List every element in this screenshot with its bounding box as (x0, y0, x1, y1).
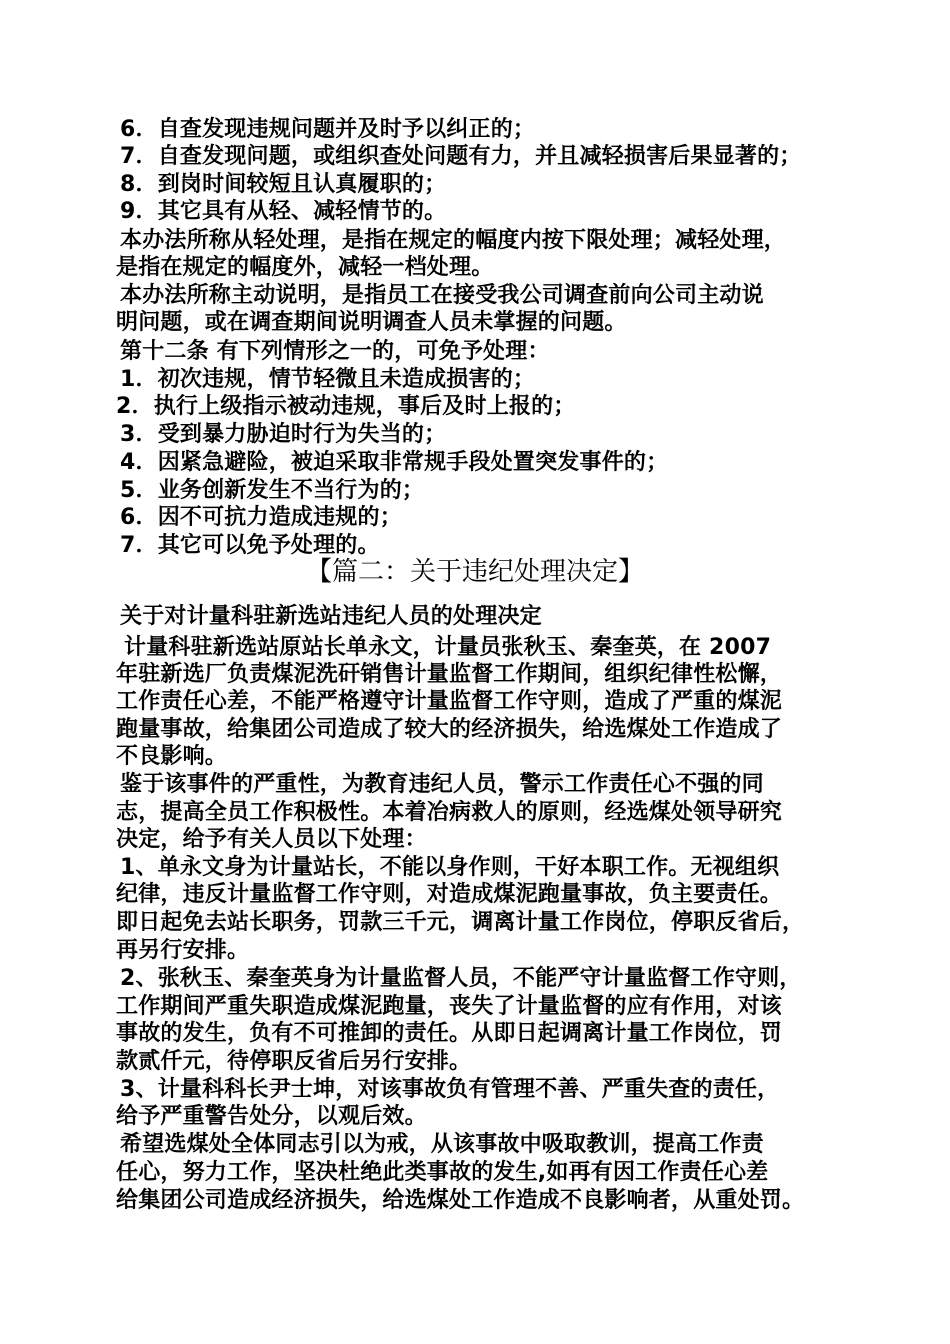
section-one-line: 7．自查发现问题，或组织查处问题有力，并且减轻损害后果显著的； (120, 144, 802, 169)
section-two-line: 再另行安排。 (116, 938, 250, 963)
section-two-line: 给予严重警告处分，以观后效。 (116, 1104, 427, 1129)
section-one-line: 8．到岗时间较短且认真履职的； (120, 172, 447, 197)
section-one-line: 6．因不可抗力造成违规的； (120, 505, 402, 530)
section-two-line: 不良影响。 (116, 744, 228, 769)
section-one-line: 本办法所称主动说明，是指员工在接受我公司调查前向公司主动说 (120, 283, 764, 308)
section-two-line: 关于对计量科驻新选站违纪人员的处理决定 (120, 604, 542, 629)
section-two-line: 计量科驻新选站原站长单永文，计量员张秋玉、秦奎英，在 2007 (124, 635, 772, 660)
section-one-line: 9．其它具有从轻、减轻情节的。 (120, 199, 447, 224)
section-two-line: 给集团公司造成经济损失，给选煤处工作造成不良影响者，从重处罚。 (116, 1188, 805, 1213)
section-one-line: 1．初次违规，情节轻微且未造成损害的； (120, 367, 536, 392)
section-two-line: 鉴于该事件的严重性，为教育违纪人员，警示工作责任心不强的同 (120, 772, 764, 797)
section-one-line: 2．执行上级指示被动违规，事后及时上报的； (116, 394, 576, 419)
section-one-line: 4．因紧急避险，被迫采取非常规手段处置突发事件的； (120, 450, 669, 475)
section-one-line: 本办法所称从轻处理，是指在规定的幅度内按下限处理；减轻处理， (120, 228, 787, 253)
section-two-line: 希望选煤处全体同志引以为戒，从该事故中吸取教训，提高工作责 (120, 1132, 764, 1157)
section-one-line: 是指在规定的幅度外，减轻一档处理。 (116, 255, 494, 280)
section-two-line: 纪律，违反计量监督工作守则，对造成煤泥跑量事故，负主要责任。 (116, 882, 783, 907)
section-two-line: 款贰仟元，待停职反省后另行安排。 (116, 1049, 472, 1074)
section-two-line: 跑量事故，给集团公司造成了较大的经济损失，给选煤处工作造成了 (116, 717, 783, 742)
section-one-line: 3．受到暴力胁迫时行为失当的； (120, 422, 447, 447)
section-two-line: 3、计量科科长尹士坤，对该事故负有管理不善、严重失查的责任， (120, 1077, 780, 1102)
section-one-line: 明问题，或在调查期间说明调查人员未掌握的问题。 (116, 310, 627, 335)
section-two-line: 志，提高全员工作积极性。本着冶病救人的原则，经选煤处领导研究 (116, 800, 783, 825)
section-two-line: 决定，给予有关人员以下处理： (116, 827, 427, 852)
section-one-line: 7．其它可以免予处理的。 (120, 533, 380, 558)
section-one-line: 6．自查发现违规问题并及时予以纠正的； (120, 117, 536, 142)
section-two-line: 工作期间严重失职造成煤泥跑量，丧失了计量监督的应有作用，对该 (116, 994, 783, 1019)
section-two-line: 年驻新选厂负责煤泥洗矸销售计量监督工作期间，组织纪律性松懈， (116, 662, 783, 687)
section-two-line: 1、单永文身为计量站长，不能以身作则，干好本职工作。无视组织 (120, 855, 780, 880)
section-heading: 【篇二：关于违纪处理决定】 (305, 557, 644, 587)
section-two-line: 事故的发生，负有不可推卸的责任。从即日起调离计量工作岗位，罚 (116, 1021, 783, 1046)
section-one-line: 5．业务创新发生不当行为的； (120, 478, 425, 503)
section-two-line: 2、张秋玉、秦奎英身为计量监督人员，不能严守计量监督工作守则， (120, 966, 802, 991)
section-two-line: 任心，努力工作，坚决杜绝此类事故的发生,如再有因工作责任心差 (116, 1160, 769, 1185)
section-two-line: 工作责任心差，不能严格遵守计量监督工作守则，造成了严重的煤泥 (116, 689, 783, 714)
section-one-line: 第十二条 有下列情形之一的，可免予处理： (120, 339, 550, 364)
section-two-line: 即日起免去站长职务，罚款三千元，调离计量工作岗位，停职反省后， (116, 910, 805, 935)
